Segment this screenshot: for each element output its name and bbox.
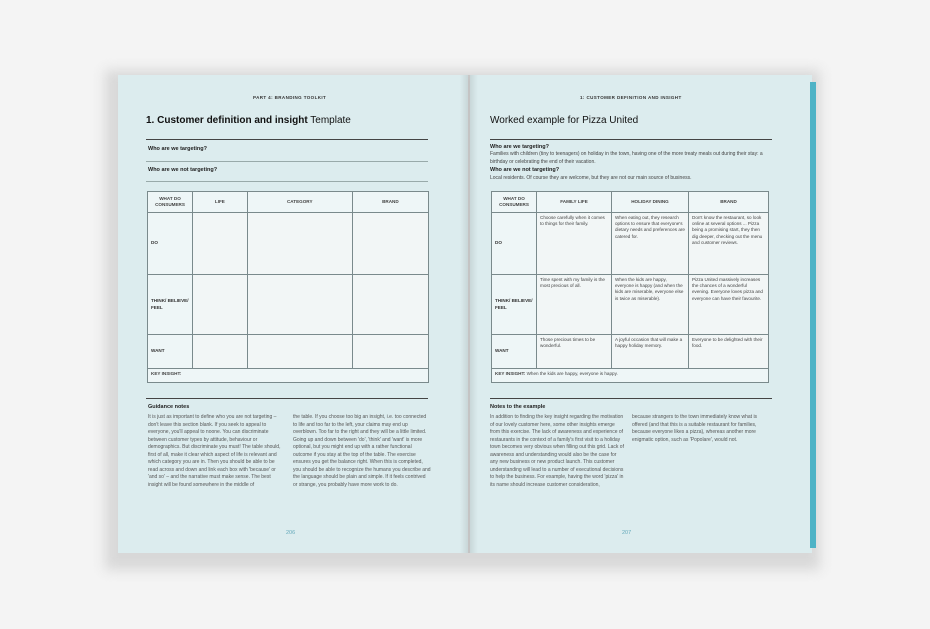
key-insight-label: KEY INSIGHT: bbox=[151, 371, 182, 376]
notes-column-2: the table. If you choose too big an insight, i.e. too connected to life and too far to the left, your claims may end up overblown. Too far to the right and they will be a little limited. Going up and down between 'do', 'think' and 'want' is more optional, but you might end up with a rather functional outcome if you stay at the top of the table. The exercise ensures you get the balance right. When this is completed, you should be able to recognize the humans you describe and the language should be plain and simple. If it feels contrived or strange, you probably have more work to do. bbox=[293, 414, 431, 488]
grid-header: BRAND bbox=[689, 192, 769, 213]
page-title-left bbox=[146, 115, 351, 126]
not-targeting-answer: Local residents. Of course they are welcome, but they are not our main source of business. bbox=[490, 175, 692, 181]
grid-cell: Choose carefully when it comes to things for their family. bbox=[537, 213, 612, 275]
grid-cell: A joyful occasion that will make a happy holiday memory. bbox=[612, 335, 689, 369]
grid-cell bbox=[193, 275, 248, 335]
grid-header: CATEGORY bbox=[247, 192, 352, 213]
template-grid bbox=[147, 191, 429, 383]
key-insight-text: When the kids are happy, everyone is happy. bbox=[525, 371, 618, 376]
grid-cell bbox=[247, 213, 352, 275]
notes-column-1: In addition to finding the key insight regarding the motivation of our lovely customer here, some other insights emerge from this exercise. The lack of awareness and experience of restaurants in the context of a family's first visit to a holiday town becomes very obvious when filling out this grid. Lack of awareness and understanding would also be the case for any new business or new product launch. This customer understanding will lead to a number of executional decisions to help the business. For example, having the word 'pizza' in its name should increase customer consideration, bbox=[490, 414, 624, 488]
key-insight-row bbox=[148, 369, 429, 383]
row-label: WANT bbox=[148, 335, 193, 369]
grid-cell: When the kids are happy, everyone is happy (and when the kids are miserable, everyone else is twice as miserable). bbox=[612, 275, 689, 335]
notes-heading: Notes to the example bbox=[490, 404, 546, 410]
book-spine-gutter bbox=[460, 75, 478, 553]
grid-header: WHAT DO CONSUMERS bbox=[148, 192, 193, 213]
running-head-left: PART 4: BRANDING TOOLKIT bbox=[253, 95, 327, 100]
notes-column-2: because strangers to the town immediately know what is offered (and that this is a suitable restaurant for families, because everyone likes a pizza), whereas another more enigmatic option, such as 'Popolare', would not. bbox=[632, 414, 758, 443]
grid-cell bbox=[193, 335, 248, 369]
divider bbox=[146, 161, 428, 162]
not-targeting-question: Who are we not targeting? bbox=[148, 167, 218, 173]
right-page bbox=[470, 75, 812, 553]
example-grid bbox=[491, 191, 769, 383]
grid-header: FAMILY LIFE bbox=[537, 192, 612, 213]
page-title-right: Worked example for Pizza United bbox=[490, 115, 639, 126]
grid-cell: Pizza United massively increases the chances of a wonderful evening. Everyone loves pizza and everyone can have their favourite. bbox=[689, 275, 769, 335]
targeting-answer: Families with children (tiny to teenagers) on holiday in the town, having one of the more treaty meals out during their stay: a birthday or celebrating the end of their vacation. bbox=[490, 151, 763, 165]
grid-header: LIFE bbox=[193, 192, 248, 213]
running-head-right: 1: CUSTOMER DEFINITION AND INSIGHT bbox=[580, 95, 682, 100]
title-rule bbox=[490, 139, 772, 140]
grid-header: WHAT DO CONSUMERS bbox=[492, 192, 537, 213]
grid-header: BRAND bbox=[352, 192, 428, 213]
key-insight-row bbox=[492, 369, 769, 383]
not-targeting-question: Who are we not targeting? bbox=[490, 167, 560, 173]
targeting-question: Who are we targeting? bbox=[490, 144, 549, 150]
page-number-left: 206 bbox=[286, 530, 296, 536]
grid-cell: Those precious times to be wonderful. bbox=[537, 335, 612, 369]
notes-rule bbox=[146, 398, 428, 399]
notes-heading: Guidance notes bbox=[148, 404, 190, 410]
title-rest: Template bbox=[307, 115, 351, 126]
grid-cell bbox=[193, 213, 248, 275]
title-bold: 1. Customer definition and insight bbox=[146, 115, 308, 126]
row-label: DO bbox=[148, 213, 193, 275]
row-label: THINK/ BELIEVE/ FEEL bbox=[148, 275, 193, 335]
targeting-question: Who are we targeting? bbox=[148, 146, 207, 152]
grid-cell: Time spent with my family is the most precious of all. bbox=[537, 275, 612, 335]
grid-cell bbox=[247, 275, 352, 335]
row-label: WANT bbox=[492, 335, 537, 369]
grid-cell bbox=[352, 213, 428, 275]
grid-cell bbox=[247, 335, 352, 369]
grid-cell bbox=[352, 335, 428, 369]
grid-cell: When eating out, they research options to ensure that everyone's dietary needs and preferences are catered for. bbox=[612, 213, 689, 275]
row-label: THINK/ BELIEVE/ FEEL bbox=[492, 275, 537, 335]
notes-rule bbox=[490, 398, 772, 399]
notes-column-1: It is just as important to define who you are not targeting – don't leave this section blank. If you seek to appeal to everyone, you'll appeal to noone. You can discriminate between customer types by attitude, behaviour or demographics. But discriminate you must! The table should, first of all, make it clear which aspect of life is relevant and which category you are in. Then you should be able to be read across and down and link each box with 'because' or 'and so' – and the narrative must make sense. The best insight will be found somewhere in the middle of bbox=[148, 414, 281, 488]
left-page bbox=[118, 75, 468, 553]
grid-header: HOLIDAY DINING bbox=[612, 192, 689, 213]
divider bbox=[146, 181, 428, 182]
grid-cell bbox=[352, 275, 428, 335]
grid-cell: Don't know the restaurant, so look online at several options ... Pizza being a promising start, they then dig deeper, checking out the menu and customer reviews. bbox=[689, 213, 769, 275]
book-cover-edge bbox=[810, 82, 816, 548]
grid-cell: Everyone to be delighted with their food. bbox=[689, 335, 769, 369]
key-insight-label: KEY INSIGHT: bbox=[495, 371, 526, 376]
page-number-right: 207 bbox=[622, 530, 632, 536]
row-label: DO bbox=[492, 213, 537, 275]
title-rule bbox=[146, 139, 428, 140]
